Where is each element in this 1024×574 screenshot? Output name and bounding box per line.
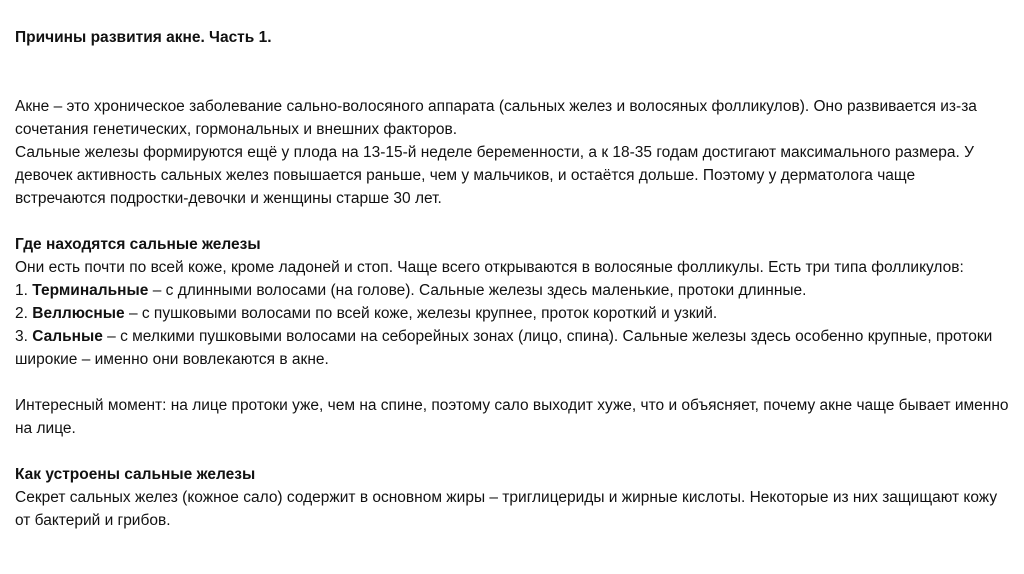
item-description: – с длинными волосами (на голове). Сальные железы здесь маленькие, протоки длинные. <box>148 282 807 299</box>
spacer <box>15 49 1010 95</box>
spacer <box>15 210 1010 233</box>
spacer <box>15 371 1010 394</box>
item-number: 3. <box>15 328 28 345</box>
follicle-type-item <box>15 325 1010 371</box>
follicle-type-item <box>15 302 1010 325</box>
slide-content <box>15 26 1010 532</box>
section1-heading: Где находятся сальные железы <box>15 236 261 253</box>
item-term: Сальные <box>32 328 103 345</box>
item-description: – с пушковыми волосами по всей коже, железы крупнее, проток короткий и узкий. <box>124 305 718 322</box>
section2-heading: Как устроены сальные железы <box>15 466 256 483</box>
item-number: 1. <box>15 282 28 299</box>
item-term: Терминальные <box>32 282 149 299</box>
intro-paragraph-1: Акне – это хроническое заболевание сально-волосяного аппарата (сальных желез и волосяных фолликулов). Оно развивается из-за сочетания генетических, гормональных и внешних факторов. <box>15 98 977 138</box>
item-term: Веллюсные <box>32 305 125 322</box>
item-number: 2. <box>15 305 28 322</box>
spacer <box>15 440 1010 463</box>
note-paragraph: Интересный момент: на лице протоки уже, чем на спине, поэтому сало выходит хуже, что и объясняет, почему акне чаще бывает именно на лице. <box>15 397 1009 437</box>
section1-text: Они есть почти по всей коже, кроме ладоней и стоп. Чаще всего открываются в волосяные фолликулы. Есть три типа фолликулов: <box>15 259 964 276</box>
intro-paragraph-2: Сальные железы формируются ещё у плода на 13-15-й неделе беременности, а к 18-35 годам достигают максимального размера. У девочек активность сальных желез повышается раньше, чем у мальчиков, и остаётся дольше. Поэтому у дерматолога чаще встречаются подростки-девочки и женщины старше 30 лет. <box>15 144 974 207</box>
section2-text: Секрет сальных желез (кожное сало) содержит в основном жиры – триглицериды и жирные кислоты. Некоторые из них защищают кожу от бактерий и грибов. <box>15 489 998 529</box>
follicle-type-item <box>15 279 1010 302</box>
item-description: – с мелкими пушковыми волосами на себорейных зонах (лицо, спина). Сальные железы здесь особенно крупные, протоки широкие – именно они вовлекаются в акне. <box>15 328 993 368</box>
slide-title: Причины развития акне. Часть 1. <box>15 29 272 46</box>
